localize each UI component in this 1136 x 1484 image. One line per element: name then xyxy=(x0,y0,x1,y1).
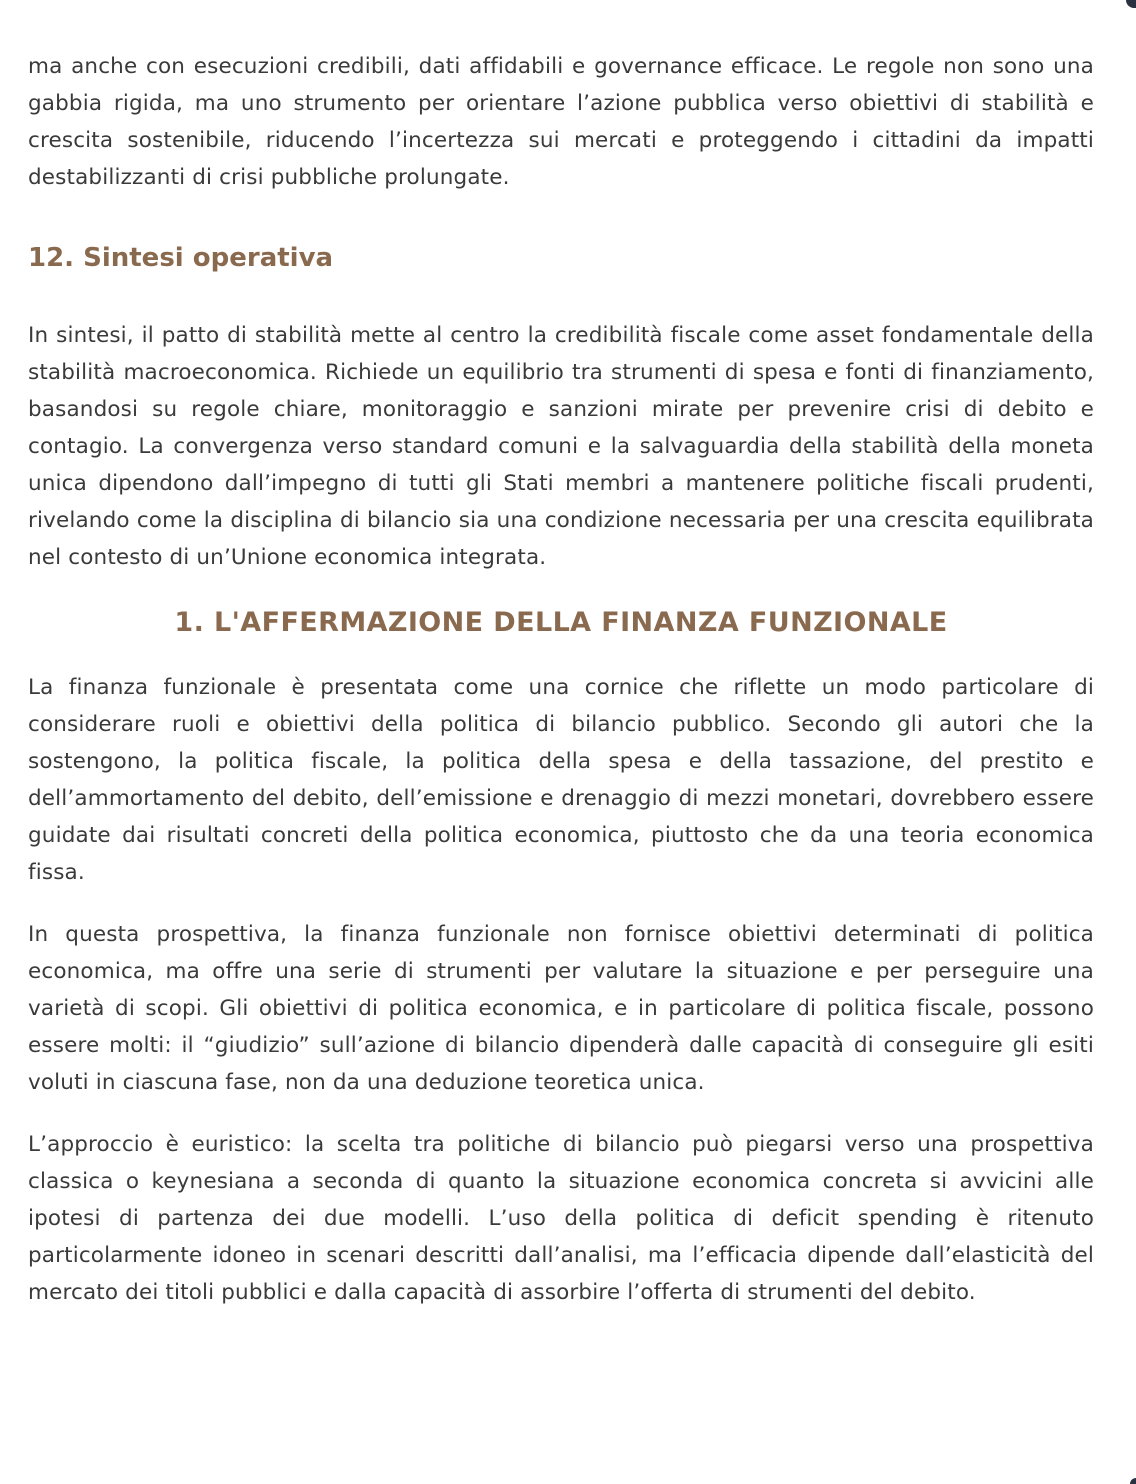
corner-decoration xyxy=(1126,0,1136,8)
chapter-paragraph: L’approccio è euristico: la scelta tra politiche di bilancio può piegarsi verso una prospettiva classica o keynesiana a seconda di quanto la situazione economica concreta si avvicini alle ipotesi di partenza dei due modelli. L’uso della politica di deficit spending è ritenuto particolarmente idoneo in scenari descritti dall’analisi, ma l’efficacia dipende dall’elasticità del mercato dei titoli pubblici e dalla capacità di assorbire l’offerta di strumenti del debito. xyxy=(28,1132,1094,1305)
chapter-paragraph: La finanza funzionale è presentata come una cornice che riflette un modo particolare di considerare ruoli e obiettivi della politica di bilancio pubblico. Secondo gli autori che la sostengono, la politica fiscale, la politica della spesa e della tassazione, del prestito e dell’ammortamento del debito, dell’emissione e drenaggio di mezzi monetari, dovrebbero essere guidate dai risultati concreti della politica economica, piuttosto che da una teoria economica fissa. xyxy=(28,675,1094,885)
section-paragraph: In sintesi, il patto di stabilità mette al centro la credibilità fiscale come asset fondamentale della stabilità macroeconomica. Richiede un equilibrio tra strumenti di spesa e fonti di finanziamento, basandosi su regole chiare, monitoraggio e sanzioni mirate per prevenire crisi di debito e contagio. La convergenza verso standard comuni e la salvaguardia della stabilità della moneta unica dipendono dall’impegno di tutti gli Stati membri a mantenere politiche fiscali prudenti, rivelando come la disciplina di bilancio sia una condizione necessaria per una crescita equilibrata nel contesto di un’Unione economica integrata. xyxy=(28,323,1094,570)
section-heading: 12. Sintesi operativa xyxy=(28,243,334,273)
chapter-paragraph: In questa prospettiva, la finanza funzionale non fornisce obiettivi determinati di politica economica, ma offre una serie di strumenti per valutare la situazione e per perseguire una varietà di scopi. Gli obiettivi di politica economica, e in particolare di politica fiscale, possono essere molti: il “giudizio” sull’azione di bilancio dipenderà dalle capacità di conseguire gli esiti voluti in ciascuna fase, non da una deduzione teoretica unica. xyxy=(28,922,1094,1095)
intro-paragraph: ma anche con esecuzioni credibili, dati affidabili e governance efficace. Le regole non sono una gabbia rigida, ma uno strumento per orientare l’azione pubblica verso obiettivi di stabilità e crescita sostenibile, riducendo l’incertezza sui mercati e proteggendo i cittadini da impatti destabilizzanti di crisi pubbliche prolungate. xyxy=(28,54,1094,190)
document-page xyxy=(28,48,1094,1311)
chapter-heading: 1. L'AFFERMAZIONE DELLA FINANZA FUNZIONALE xyxy=(174,607,948,638)
corner-decoration-bottom xyxy=(1130,1478,1136,1484)
